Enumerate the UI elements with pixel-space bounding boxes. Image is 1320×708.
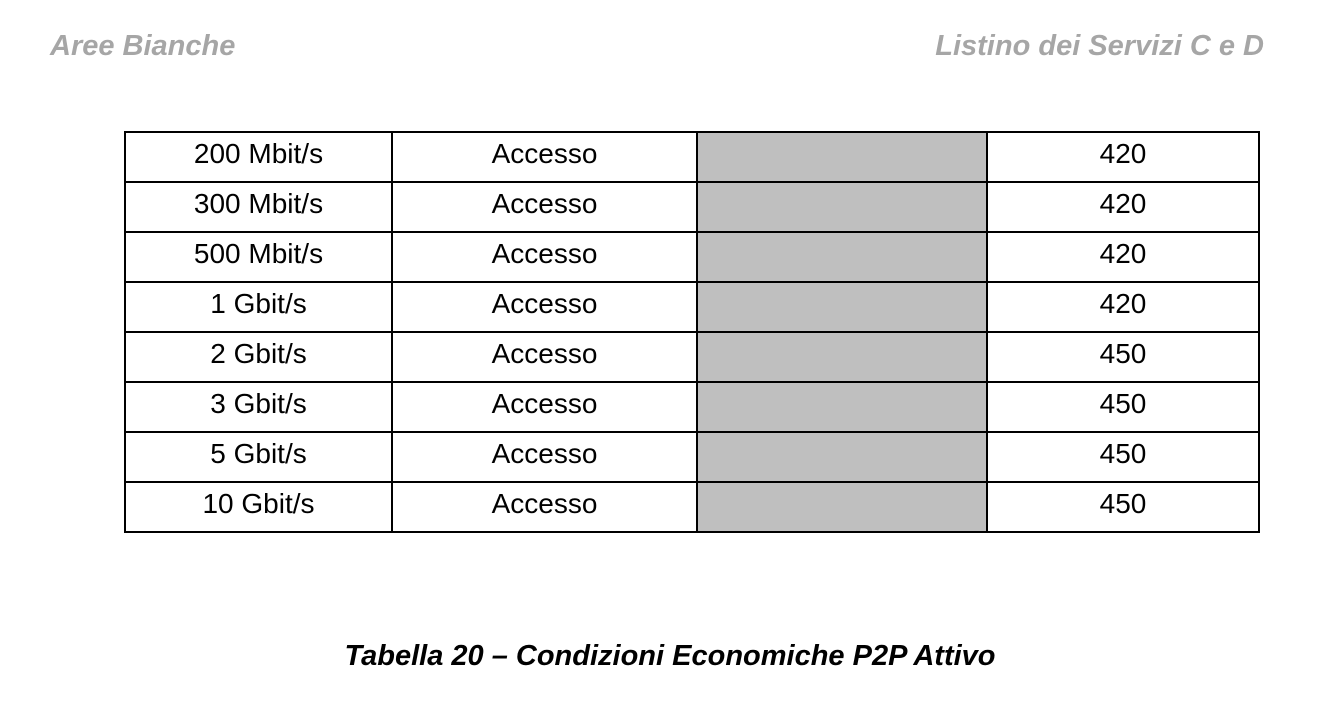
type-cell: Accesso <box>392 382 697 432</box>
table-row <box>125 382 1259 432</box>
table-row <box>125 232 1259 282</box>
price-cell: 450 <box>987 482 1259 532</box>
price-cell: 420 <box>987 232 1259 282</box>
shaded-cell <box>697 132 987 182</box>
shaded-cell <box>697 232 987 282</box>
price-cell: 450 <box>987 382 1259 432</box>
shaded-cell <box>697 182 987 232</box>
price-table-body <box>125 132 1259 532</box>
shaded-cell <box>697 432 987 482</box>
type-cell: Accesso <box>392 432 697 482</box>
type-cell: Accesso <box>392 282 697 332</box>
shaded-cell <box>697 482 987 532</box>
speed-cell: 200 Mbit/s <box>125 132 392 182</box>
price-table <box>124 131 1260 533</box>
table-row <box>125 482 1259 532</box>
speed-cell: 1 Gbit/s <box>125 282 392 332</box>
price-cell: 450 <box>987 332 1259 382</box>
table-caption: Tabella 20 – Condizioni Economiche P2P Attivo <box>344 640 996 672</box>
price-cell: 420 <box>987 282 1259 332</box>
price-cell: 420 <box>987 182 1259 232</box>
speed-cell: 3 Gbit/s <box>125 382 392 432</box>
price-cell: 450 <box>987 432 1259 482</box>
type-cell: Accesso <box>392 182 697 232</box>
type-cell: Accesso <box>392 232 697 282</box>
table-row <box>125 182 1259 232</box>
speed-cell: 500 Mbit/s <box>125 232 392 282</box>
table-row <box>125 132 1259 182</box>
table-row <box>125 432 1259 482</box>
type-cell: Accesso <box>392 482 697 532</box>
type-cell: Accesso <box>392 132 697 182</box>
speed-cell: 300 Mbit/s <box>125 182 392 232</box>
shaded-cell <box>697 382 987 432</box>
shaded-cell <box>697 282 987 332</box>
speed-cell: 10 Gbit/s <box>125 482 392 532</box>
type-cell: Accesso <box>392 332 697 382</box>
table-row <box>125 282 1259 332</box>
speed-cell: 5 Gbit/s <box>125 432 392 482</box>
header-left-title: Aree Bianche <box>50 30 236 62</box>
shaded-cell <box>697 332 987 382</box>
table-row <box>125 332 1259 382</box>
price-cell: 420 <box>987 132 1259 182</box>
header-right-title: Listino dei Servizi C e D <box>935 30 1264 62</box>
speed-cell: 2 Gbit/s <box>125 332 392 382</box>
